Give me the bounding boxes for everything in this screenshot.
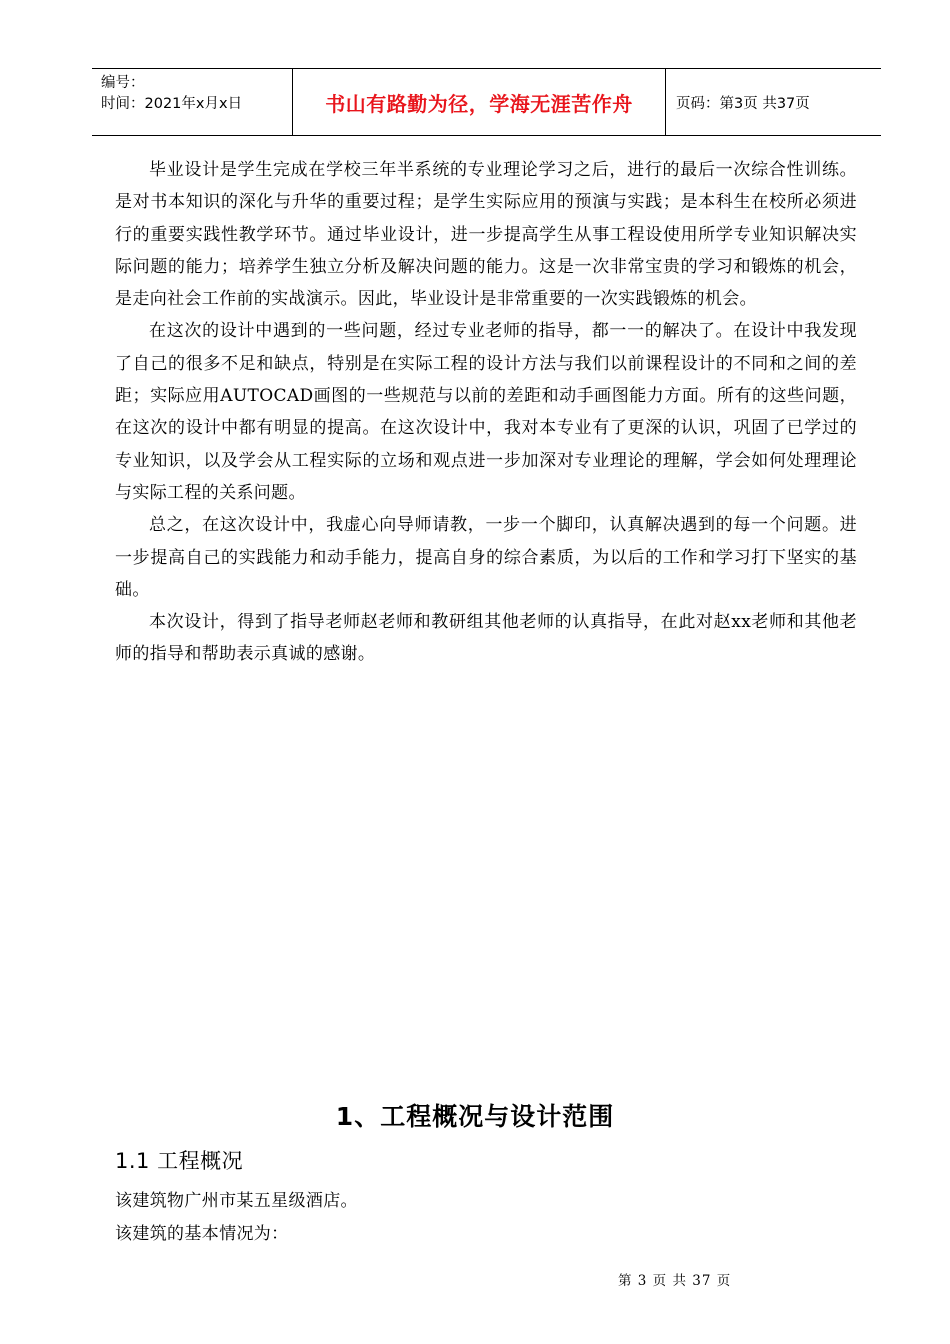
code-label: 编号： — [101, 75, 145, 91]
page-header — [92, 68, 881, 136]
page-footer: 第 3 页 共 37 页 — [618, 1273, 732, 1289]
time-label: 时间：2021年x月x日 — [101, 96, 243, 112]
subsection-title: 1.1 工程概况 — [115, 1149, 244, 1173]
header-page-info: 页码：第3页 共37页 — [676, 95, 810, 112]
paragraph-4: 本次设计，得到了指导老师赵老师和教研组其他老师的认真指导，在此对赵xx老师和其他老师的指导和帮助表示真诚的感谢。 — [115, 612, 857, 665]
section-title: 1、工程概况与设计范围 — [335, 1102, 615, 1131]
paragraph-3: 总之，在这次设计中，我虚心向导师请教，一步一个脚印，认真解决遇到的每一个问题。进一步提高自己的实践能力和动手能力，提高自身的综合素质，为以后的工作和学习打下坚实的基础。 — [115, 515, 857, 600]
paragraph-2: 在这次的设计中遇到的一些问题，经过专业老师的指导，都一一的解决了。在设计中我发现了自己的很多不足和缺点，特别是在实际工程的设计方法与我们以前课程设计的不同和之间的差距；实际应用AUTOCAD画图的一些规范与以前的差距和动手画图能力方面。所有的这些问题，在这次的设计中都有明显的提高。在这次设计中，我对本专业有了更深的认识，巩固了已学过的专业知识，以及学会从工程实际的立场和观点进一步加深对专业理论的理解，学会如何处理理论与实际工程的关系问题。 — [115, 321, 857, 503]
acknowledgement-body — [115, 154, 857, 671]
overview-line-1: 该建筑物广州市某五星级酒店。 — [115, 1191, 358, 1211]
overview-line-2: 该建筑的基本情况为： — [115, 1224, 289, 1244]
paragraph-1: 毕业设计是学生完成在学校三年半系统的专业理论学习之后，进行的最后一次综合性训练。是对书本知识的深化与升华的重要过程；是学生实际应用的预演与实践；是本科生在校所必须进行的重要实践性教学环节。通过毕业设计，进一步提高学生从事工程设使用所学专业知识解决实际问题的能力；培养学生独立分析及解决问题的能力。这是一次非常宝贵的学习和锻炼的机会，是走向社会工作前的实战演示。因此，毕业设计是非常重要的一次实践锻炼的机会。 — [115, 160, 857, 310]
header-motto: 书山有路勤为径，学海无涯苦作舟 — [293, 69, 666, 135]
header-meta — [92, 69, 293, 135]
